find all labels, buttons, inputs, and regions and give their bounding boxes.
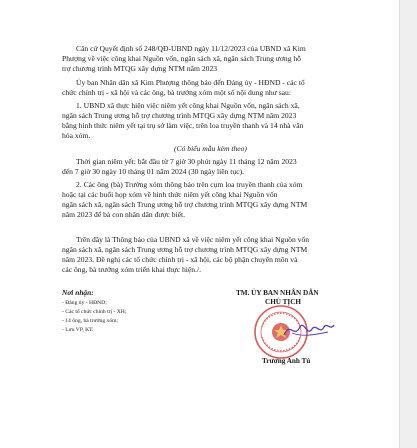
text-line: ngân sách xã, ngân sách Trung ương hỗ trợ chương trình MTQG xây dựng NTM — [62, 245, 308, 254]
text-line: Căn cứ Quyết định số 248/QĐ-UBND ngày 11/12/2023 của UBND xã Kim — [76, 44, 306, 53]
text-line: Trên đây là Thông báo của UBND xã về việc niêm yết công khai Nguồn vốn — [76, 235, 310, 244]
text-line: đến 7 giờ 30 ngày 10 tháng 01 năm 2024 (30 ngày liên tục). — [62, 167, 245, 176]
text-line: các ông, bà trưởng xóm triển khai thực hiện./. — [62, 265, 201, 274]
recipient-item: - 14 ông, bà trưởng xóm; — [62, 318, 119, 324]
sign-title: CHỦ TỊCH — [265, 298, 302, 306]
text-line: trợ chương trình MTQG xây dựng NTM năm 2023 — [62, 64, 218, 73]
text-line: Ủy ban Nhân dân xã Kim Phượng thông báo đến Đảng ủy - HĐND - các tổ — [76, 78, 305, 87]
text-line: năm 2023 để bà con nhân dân được biết. — [62, 210, 186, 219]
text-line: chức chính trị - xã hội và các ông, bà trưởng xóm một số nội dung như sau: — [62, 88, 291, 97]
sign-organization: TM. ỦY BAN NHÂN DÂN — [236, 289, 319, 297]
text-line: bằng hình thức niêm yết tại trụ sở làm việc, trên loa truyền thanh và 14 nhà văn — [62, 121, 304, 130]
text-line: 1. UBND xã thực hiện việc niêm yết công khai Nguồn vốn, ngân sách xã, — [76, 101, 300, 110]
text-line: Phượng về việc công khai Nguồn vốn, ngân sách xã, ngân sách Trung ương hỗ — [62, 54, 301, 63]
signer-name: Trương Anh Tú — [262, 357, 311, 365]
text-line: 2. Các ông (bà) Trưởng xóm thông báo trên cụm loa truyền thanh của xóm — [76, 180, 303, 189]
text-line: ngân sách xã, ngân sách Trung ương hỗ trợ chương trình MTQG xây dựng NTM — [62, 200, 308, 209]
text-line: Thời gian niêm yết: bắt đầu từ 7 giờ 30 phút ngày 11 tháng 12 năm 2023 — [76, 157, 297, 166]
text-line: hóa xóm. — [62, 131, 91, 140]
attachment-note: (Có biểu mẫu kèm theo) — [174, 144, 247, 153]
recipient-item: - Các tổ chức chính trị - XH; — [62, 309, 127, 315]
text-line: ngân sách Trung ương hỗ trợ chương trình MTQG xây dựng NTM năm 2023 — [62, 111, 297, 120]
recipient-item: - Đảng ủy - HĐND; — [62, 300, 107, 306]
vertical-scrollbar[interactable] — [399, 0, 417, 448]
text-line: năm 2023. Đề nghị các tổ chức chính trị - xã hội, các bộ phận chuyên môn và — [62, 255, 298, 264]
text-line: hoặc tại các buổi họp xóm về hình thức niêm yết công khai Nguồn vốn — [62, 190, 278, 199]
recipients-title: Nơi nhận: — [62, 288, 94, 297]
signature-icon — [280, 315, 338, 345]
recipient-item: - Lưu VP, KT. — [62, 327, 94, 333]
